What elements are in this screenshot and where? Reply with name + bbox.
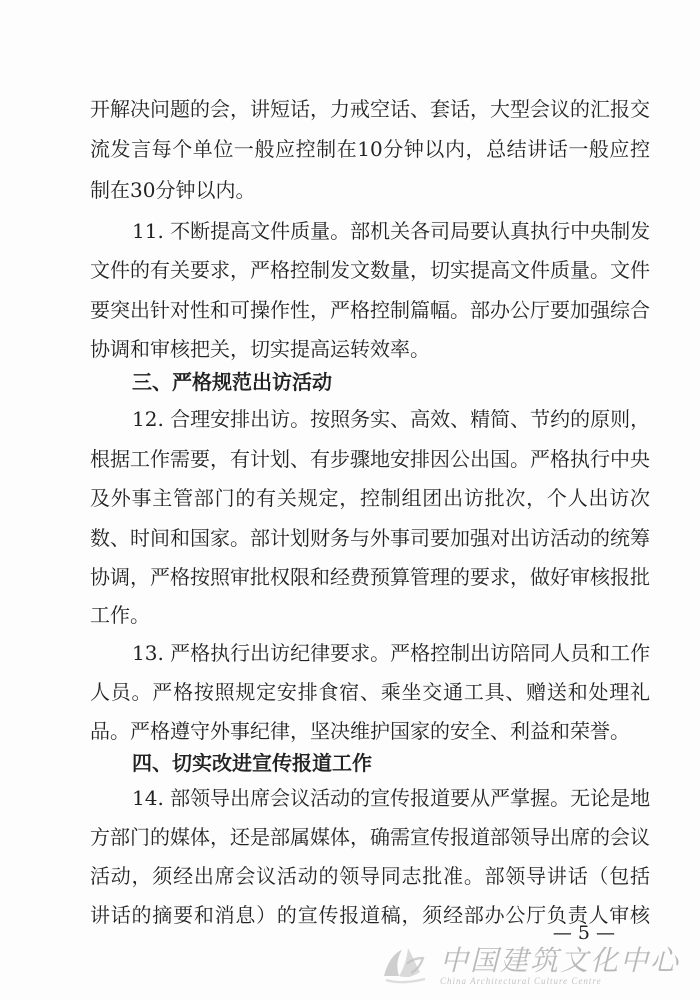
body-line-5: 文件的有关要求，严格控制发文数量，切实提高文件质量。文件 (90, 258, 650, 282)
architecture-center-logo-icon (378, 942, 432, 986)
body-line-13: 协调，严格按照审批权限和经费预算管理的要求，做好审核报批 (90, 565, 650, 589)
body-line-16: 人员。严格按照规定安排食宿、乘坐交通工具、赠送和处理礼 (90, 680, 650, 704)
body-line-2: 流发言每个单位一般应控制在10分钟以内，总结讲话一般应控 (90, 137, 650, 161)
body-line-22: 讲话的摘要和消息）的宣传报道稿，须经部办公厅负责人审核 (90, 903, 650, 927)
body-line-15: 13. 严格执行出访纪律要求。严格控制出访陪同人员和工作 (132, 641, 651, 665)
section-heading-3: 三、严格规范出访活动 (132, 370, 332, 394)
body-line-1: 开解决问题的会，讲短话，力戒空话、套话，大型会议的汇报交 (90, 97, 650, 121)
body-line-3: 制在30分钟以内。 (90, 178, 256, 202)
body-line-10: 根据工作需要，有计划、有步骤地安排因公出国。严格执行中央 (90, 447, 650, 471)
body-line-12: 数、时间和国家。部计划财务与外事司要加强对出访活动的统筹 (90, 526, 650, 550)
watermark-text-block (440, 946, 680, 986)
body-line-11: 及外事主管部门的有关规定，控制组团出访批次，个人出访次 (90, 486, 650, 510)
body-line-4: 11. 不断提高文件质量。部机关各司局要认真执行中央制发 (132, 219, 651, 243)
watermark-chinese-name: 中国建筑文化中心 (439, 944, 680, 977)
body-line-20: 方部门的媒体，还是部属媒体，确需宣传报道部领导出席的会议 (90, 825, 650, 849)
body-line-7: 协调和审核把关，切实提高运转效率。 (90, 337, 430, 361)
body-line-9: 12. 合理安排出访。按照务实、高效、精简、节约的原则， (132, 407, 651, 431)
watermark (378, 942, 680, 986)
page-number: — 5 — (552, 922, 615, 944)
body-line-17: 品。严格遵守外事纪律，坚决维护国家的安全、利益和荣誉。 (90, 719, 630, 743)
body-line-19: 14. 部领导出席会议活动的宣传报道要从严掌握。无论是地 (132, 786, 651, 810)
watermark-english-name: China Architectural Culture Centre (439, 976, 602, 986)
section-heading-4: 四、切实改进宣传报道工作 (132, 751, 372, 775)
body-line-21: 活动，须经出席会议活动的领导同志批准。部领导讲话（包括 (90, 864, 650, 888)
body-line-6: 要突出针对性和可操作性，严格控制篇幅。部办公厅要加强综合 (90, 298, 650, 322)
body-line-14: 工作。 (90, 603, 150, 627)
